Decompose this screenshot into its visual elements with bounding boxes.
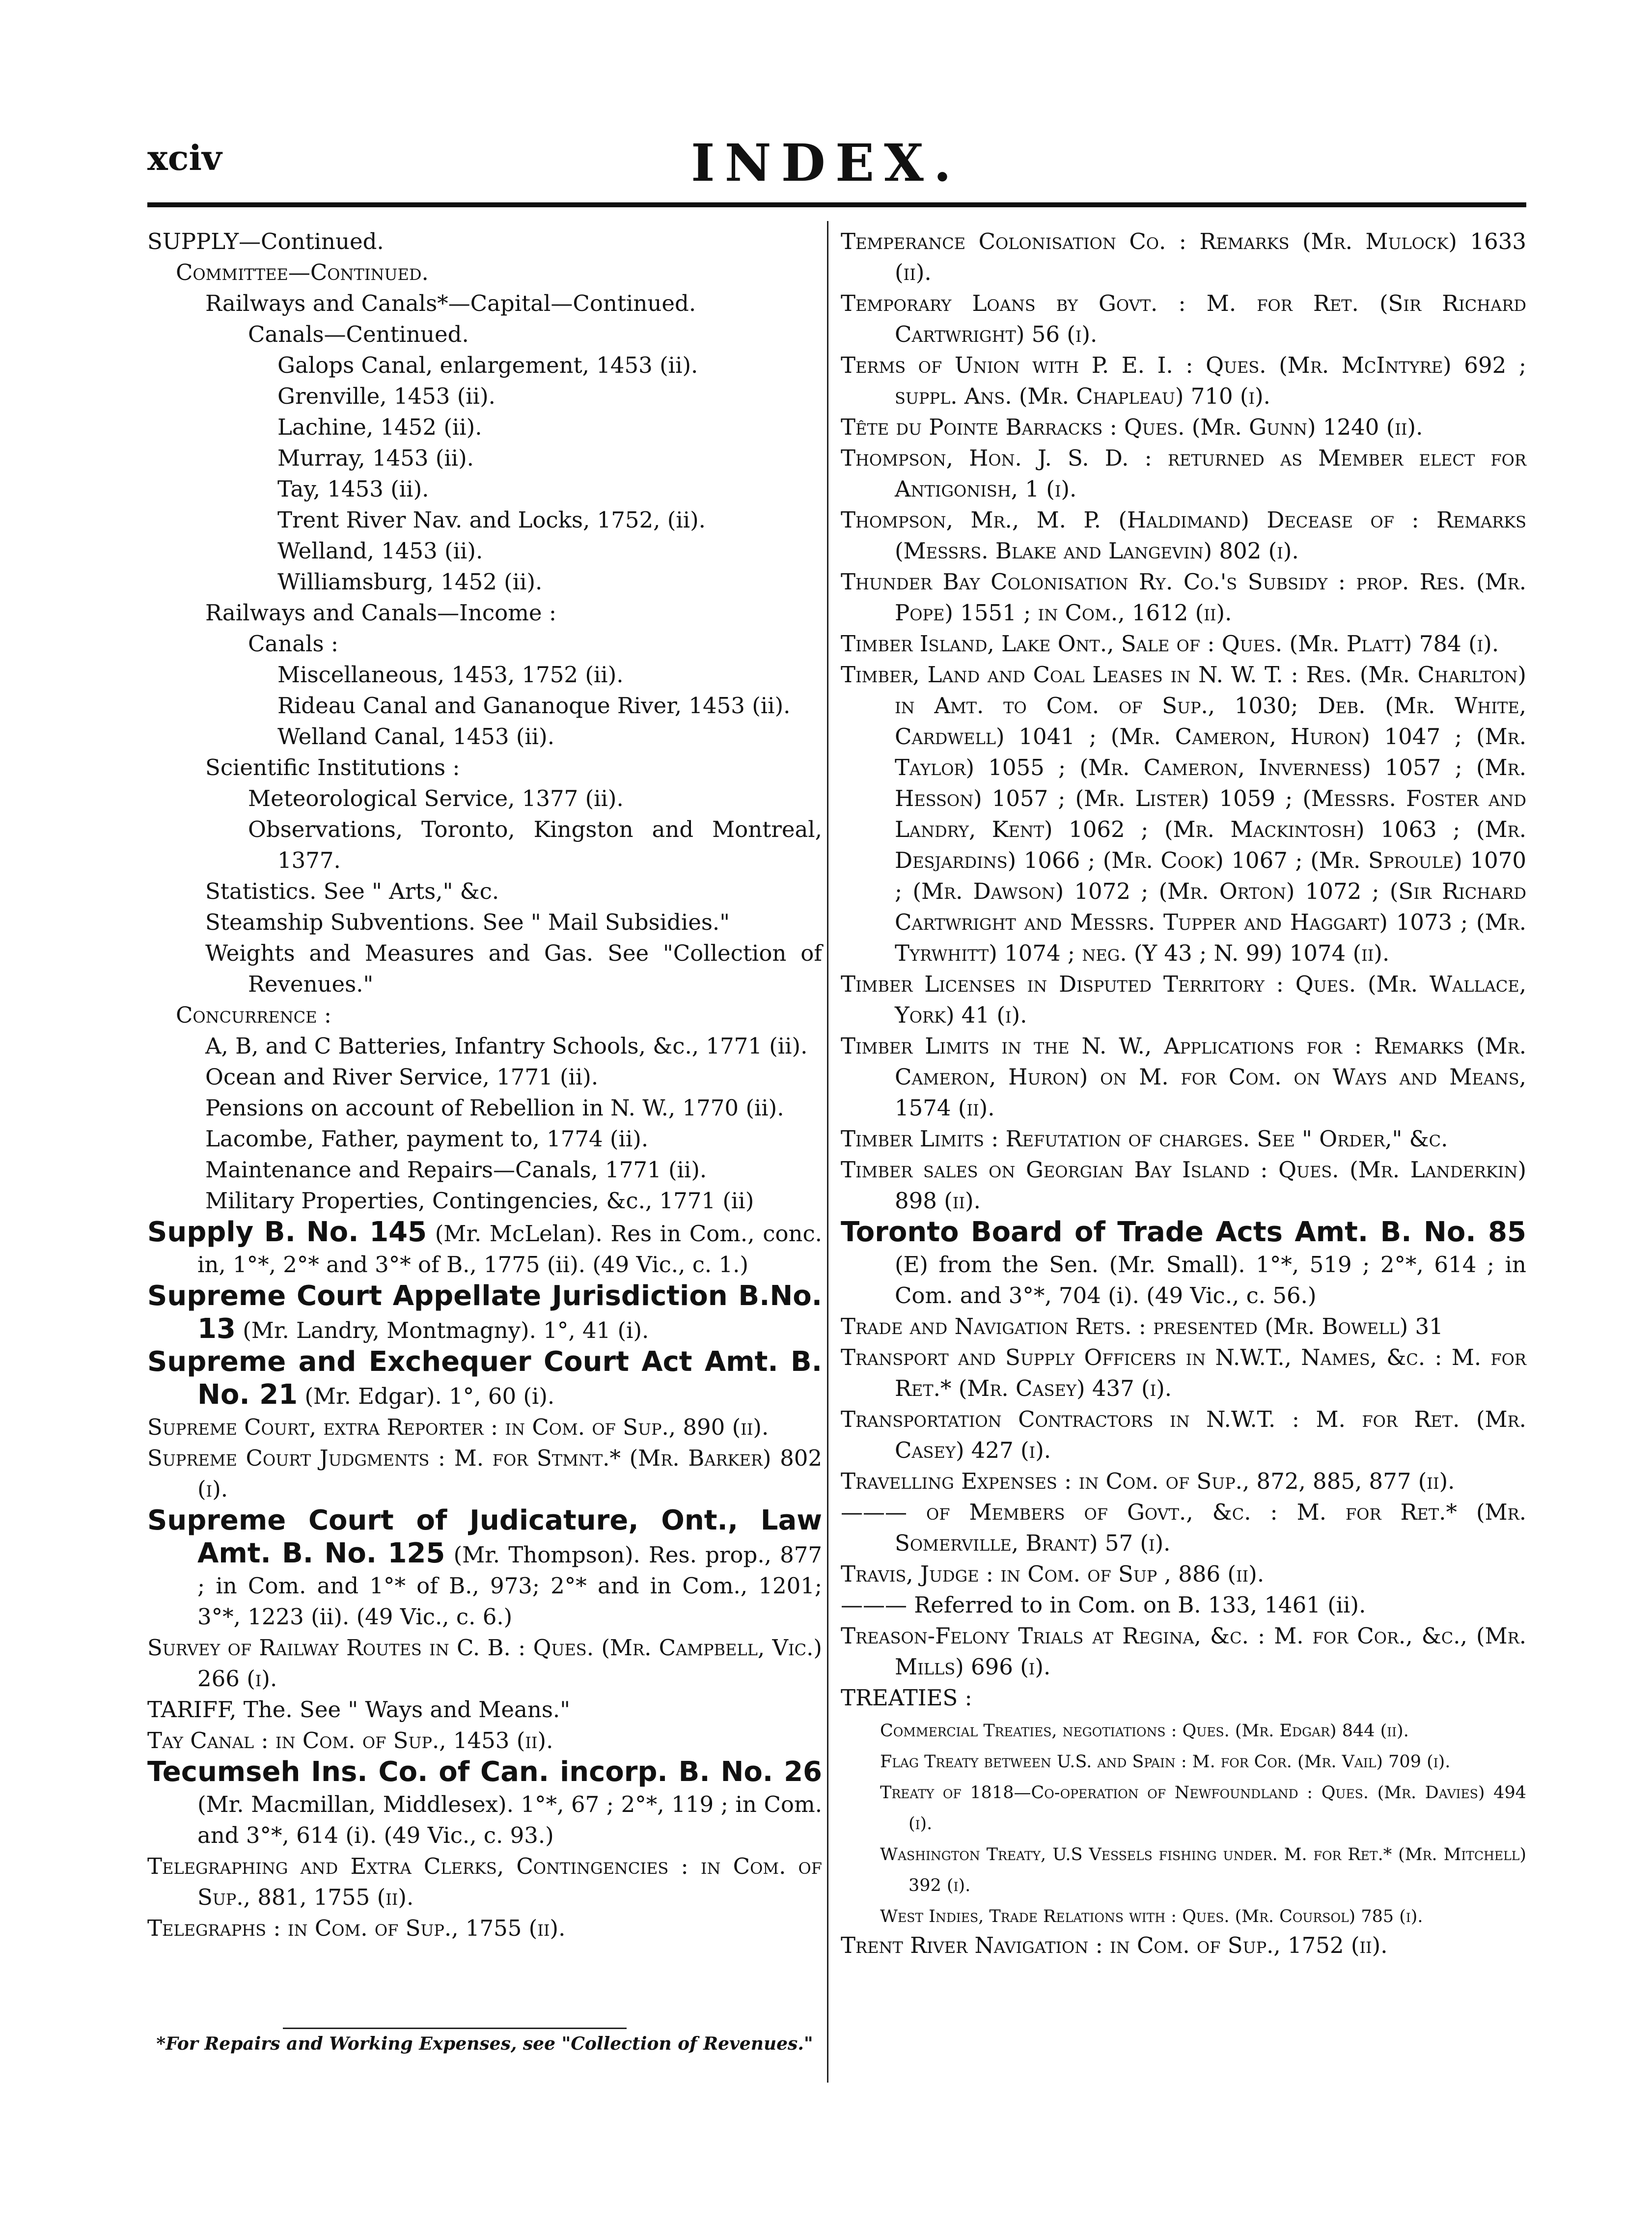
index-entry-heading: Supreme Court of Judicature, Ont., Law Amt. B. No. 125 <box>147 1504 822 1569</box>
index-entry-heading: Military Properties, Contingencies, &c., 1771 (ii) <box>205 1188 754 1214</box>
index-entry <box>147 319 822 350</box>
index-entry-heading: Steamship Subventions. See " Mail Subsidies." <box>205 909 730 935</box>
index-entry-heading: Supply B. No. 145 <box>147 1216 427 1248</box>
index-entry <box>841 1682 1526 1713</box>
index-entry <box>147 1280 822 1346</box>
index-entry <box>841 659 1526 969</box>
index-entry-detail: (Mr. Thompson). Res. prop., 877 ; in Com. and 1°* of B., 973; 2°* and in Com., 1201; 3°*, 1223 (ii). (49 Vic., c. 6.) <box>197 1542 823 1630</box>
index-entry-heading: Timber Island, Lake Ont., Sale of : Ques. (Mr. Platt) 784 (i). <box>841 631 1499 657</box>
index-entry-heading: Tay Canal : in Com. of Sup., 1453 (ii). <box>147 1727 553 1754</box>
index-entry <box>147 1504 822 1632</box>
index-entry-detail: (Mr. Landry, Montmagny). 1°, 41 (i). <box>235 1317 649 1343</box>
index-entry-detail: (Mr. McLelan). Res in Com., conc. in, 1°*, 2°* and 3°* of B., 1775 (ii). (49 Vic., c. 1.) <box>197 1221 822 1278</box>
index-entry <box>841 1775 1526 1837</box>
index-entry <box>841 1342 1526 1404</box>
index-entry <box>147 876 822 907</box>
index-entry <box>841 1466 1526 1497</box>
index-entry-heading: Statistics. See " Arts," &c. <box>205 878 499 904</box>
index-entry-heading: Welland Canal, 1453 (ii). <box>277 724 555 750</box>
index-entry <box>841 412 1526 443</box>
index-entry <box>841 350 1526 412</box>
index-entry-heading: Welland, 1453 (ii). <box>277 538 483 564</box>
index-entry <box>841 1030 1526 1123</box>
index-entry-heading: Commercial Treaties, negotiations : Ques. (Mr. Edgar) 844 (ii). <box>880 1721 1409 1741</box>
index-entry-heading: Timber sales on Georgian Bay Island : Ques. (Mr. Landerkin) 898 (ii). <box>841 1157 1526 1214</box>
index-entry-detail: (Mr. Macmillan, Middlesex). 1°*, 67 ; 2°*, 119 ; in Com. and 3°*, 614 (i). (49 Vic., c. 93.) <box>197 1791 822 1848</box>
index-entry-heading: Supreme Court, extra Reporter : in Com. of Sup., 890 (ii). <box>147 1414 769 1440</box>
index-entry <box>147 535 822 566</box>
index-entry <box>841 288 1526 350</box>
index-entry-heading: Telegraphs : in Com. of Sup., 1755 (ii). <box>147 1915 566 1941</box>
index-entry-heading: SUPPLY—Continued. <box>147 228 384 254</box>
index-entry <box>841 1744 1526 1775</box>
column-divider <box>827 221 828 2083</box>
index-column-right <box>841 226 1526 1961</box>
index-entry <box>147 783 822 814</box>
index-entry <box>841 1620 1526 1682</box>
index-entry-heading: Supreme and Exchequer Court Act Amt. B. No. 21 <box>147 1346 822 1411</box>
index-entry-heading: Tête du Pointe Barracks : Ques. (Mr. Gunn) 1240 (ii). <box>841 414 1423 440</box>
index-entry-heading: Travis, Judge : in Com. of Sup , 886 (ii). <box>841 1561 1265 1587</box>
page-header <box>147 133 1505 193</box>
index-entry-heading: Canals—Centinued. <box>248 321 469 347</box>
index-entry <box>147 226 822 257</box>
index-entry <box>147 1000 822 1030</box>
index-entry-heading: Timber Limits : Refutation of charges. See " Order," &c. <box>841 1126 1448 1152</box>
index-entry <box>841 1559 1526 1589</box>
index-entry-heading: Thompson, Hon. J. S. D. : returned as Member elect for Antigonish, 1 (i). <box>841 445 1526 502</box>
index-entry <box>841 1713 1526 1744</box>
index-entry <box>147 1694 822 1725</box>
index-entry <box>147 907 822 938</box>
index-entry-detail: (Mr. Edgar). 1°, 60 (i). <box>298 1383 555 1409</box>
index-entry-heading: Treaty of 1818—Co-operation of Newfoundland : Ques. (Mr. Davies) 494 (i). <box>880 1783 1526 1834</box>
index-entry <box>147 504 822 535</box>
index-entry <box>147 566 822 597</box>
index-entry <box>147 1412 822 1443</box>
page-title: INDEX. <box>690 133 962 193</box>
index-entry <box>147 443 822 473</box>
index-entry-heading: Transport and Supply Officers in N.W.T., Names, &c. : M. for Ret.* (Mr. Casey) 437 (i). <box>841 1344 1526 1401</box>
index-entry-heading: Thunder Bay Colonisation Ry. Co.'s Subsidy : prop. Res. (Mr. Pope) 1551 ; in Com., 1612 (ii). <box>841 569 1526 626</box>
index-entry <box>841 1589 1526 1620</box>
index-entry <box>147 1756 822 1851</box>
index-entry <box>147 412 822 443</box>
index-entry-heading: Weights and Measures and Gas. See "Collection of Revenues." <box>205 940 822 997</box>
index-entry-heading: Transportation Contractors in N.W.T. : M. for Ret. (Mr. Casey) 427 (i). <box>841 1406 1526 1463</box>
index-entry-heading: Miscellaneous, 1453, 1752 (ii). <box>277 662 624 688</box>
index-entry <box>147 690 822 721</box>
index-entry <box>147 473 822 504</box>
index-entry-heading: Temperance Colonisation Co. : Remarks (Mr. Mulock) 1633 (ii). <box>841 228 1526 285</box>
index-entry-heading: A, B, and C Batteries, Infantry Schools, &c., 1771 (ii). <box>205 1033 808 1059</box>
index-entry-heading: Timber, Land and Coal Leases in N. W. T. : Res. (Mr. Charlton) in Amt. to Com. of Sup., 1030; Deb. (Mr. White, Cardwell) 1041 ; (Mr. Cameron, Huron) 1047 ; (Mr. Taylor) 1055 ; (Mr. Cameron, Inverness) 1057 ; (Mr. Hesson) 1057 ; (Mr. Lister) 1059 ; (Messrs. Foster and Landry, Kent) 1062 ; (Mr. Mackintosh) 1063 ; (Mr. Desjardins) 1066 ; (Mr. Cook) 1067 ; (Mr. Sproule) 1070 ; (Mr. Dawson) 1072 ; (Mr. Orton) 1072 ; (Sir Richard Cartwright and Messrs. Tupper and Haggart) 1073 ; (Mr. Tyrwhitt) 1074 ; neg. (Y 43 ; N. 99) 1074 (ii). <box>841 662 1526 966</box>
index-entry <box>841 1404 1526 1466</box>
index-entry <box>147 1851 822 1913</box>
index-entry-heading: Canals : <box>248 631 339 657</box>
index-entry <box>147 1154 822 1185</box>
index-entry <box>147 659 822 690</box>
index-entry <box>841 1497 1526 1559</box>
index-entry-heading: Trent River Nav. and Locks, 1752, (ii). <box>277 507 706 533</box>
index-entry <box>147 721 822 752</box>
index-entry <box>841 1154 1526 1216</box>
index-entry <box>147 257 822 288</box>
index-entry <box>147 1123 822 1154</box>
index-entry <box>147 1185 822 1216</box>
index-entry-heading: Survey of Railway Routes in C. B. : Ques. (Mr. Campbell, Vic.) 266 (i). <box>147 1635 822 1692</box>
index-entry-heading: Grenville, 1453 (ii). <box>277 383 496 409</box>
index-entry-heading: Galops Canal, enlargement, 1453 (ii). <box>277 352 698 378</box>
index-entry <box>147 1216 822 1280</box>
index-entry <box>841 1311 1526 1342</box>
index-entry-heading: Treason-Felony Trials at Regina, &c. : M. for Cor., &c., (Mr. Mills) 696 (i). <box>841 1623 1526 1680</box>
footnote: *For Repairs and Working Expenses, see "Collection of Revenues." <box>156 2033 813 2054</box>
index-entry-heading: Meteorological Service, 1377 (ii). <box>248 785 624 811</box>
index-entry <box>841 1930 1526 1961</box>
index-entry-heading: Committee—Continued. <box>176 259 429 285</box>
index-entry <box>147 1443 822 1504</box>
index-entry-heading: TARIFF, The. See " Ways and Means." <box>147 1697 570 1723</box>
index-entry-heading: Supreme Court Appellate Jurisdiction B.No. 13 <box>147 1280 822 1345</box>
index-entry-heading: Washington Treaty, U.S Vessels fishing under. M. for Ret.* (Mr. Mitchell) 392 (i). <box>880 1845 1526 1895</box>
index-column-left <box>147 226 822 1944</box>
index-entry <box>841 443 1526 504</box>
index-entry-heading: West Indies, Trade Relations with : Ques. (Mr. Coursol) 785 (i). <box>880 1907 1423 1926</box>
index-entry-heading: Timber Limits in the N. W., Applications for : Remarks (Mr. Cameron, Huron) on M. for Com. on Ways and Means, 1574 (ii). <box>841 1033 1526 1121</box>
index-entry-heading: ——— of Members of Govt., &c. : M. for Ret.* (Mr. Somerville, Brant) 57 (i). <box>841 1499 1526 1556</box>
index-entry-heading: Terms of Union with P. E. I. : Ques. (Mr. McIntyre) 692 ; suppl. Ans. (Mr. Chapleau) 710 (i). <box>841 352 1526 409</box>
index-entry <box>147 597 822 628</box>
index-entry-heading: Scientific Institutions : <box>205 754 460 780</box>
index-entry <box>841 566 1526 628</box>
index-entry <box>841 226 1526 288</box>
index-entry-heading: ——— Referred to in Com. on B. 133, 1461 (ii). <box>841 1592 1366 1618</box>
index-entry-heading: Tay, 1453 (ii). <box>277 476 429 502</box>
index-entry-heading: Flag Treaty between U.S. and Spain : M. for Cor. (Mr. Vail) 709 (i). <box>880 1752 1451 1772</box>
index-entry <box>147 1725 822 1756</box>
index-entry <box>147 1913 822 1944</box>
index-entry <box>841 628 1526 659</box>
index-entry-heading: Lacombe, Father, payment to, 1774 (ii). <box>205 1126 649 1152</box>
index-entry-heading: Tecumseh Ins. Co. of Can. incorp. B. No. 26 <box>147 1756 822 1788</box>
index-entry-heading: Observations, Toronto, Kingston and Montreal, 1377. <box>248 816 822 873</box>
index-entry <box>841 504 1526 566</box>
index-entry-heading: Lachine, 1452 (ii). <box>277 414 482 440</box>
index-entry <box>147 814 822 876</box>
index-entry-heading: Toronto Board of Trade Acts Amt. B. No. 85 <box>841 1216 1526 1248</box>
index-entry-heading: Supreme Court Judgments : M. for Stmnt.* (Mr. Barker) 802 (i). <box>147 1445 822 1502</box>
index-entry-heading: Ocean and River Service, 1771 (ii). <box>205 1064 599 1090</box>
footnote-rule <box>283 2028 627 2029</box>
index-entry-heading: Murray, 1453 (ii). <box>277 445 474 471</box>
index-entry-heading: Thompson, Mr., M. P. (Haldimand) Decease of : Remarks (Messrs. Blake and Langevin) 802 (i). <box>841 507 1526 564</box>
index-entry <box>841 1216 1526 1311</box>
index-entry-heading: Railways and Canals—Income : <box>205 600 556 626</box>
index-entry <box>147 288 822 319</box>
index-entry-heading: Concurrence : <box>176 1002 331 1028</box>
header-rule <box>147 202 1526 207</box>
index-entry-heading: TREATIES : <box>841 1685 972 1711</box>
index-entry-heading: Travelling Expenses : in Com. of Sup., 872, 885, 877 (ii). <box>841 1468 1455 1494</box>
page-number: xciv <box>147 138 222 178</box>
index-entry <box>147 752 822 783</box>
index-entry-heading: Trade and Navigation Rets. : presented (Mr. Bowell) 31 <box>841 1313 1443 1339</box>
index-entry <box>147 381 822 412</box>
index-entry <box>841 1123 1526 1154</box>
index-entry <box>147 1346 822 1412</box>
index-entry-heading: Timber Licenses in Disputed Territory : Ques. (Mr. Wallace, York) 41 (i). <box>841 971 1526 1028</box>
index-entry <box>147 1030 822 1061</box>
index-entry-heading: Railways and Canals*—Capital—Continued. <box>205 290 696 316</box>
index-entry <box>841 969 1526 1030</box>
index-entry <box>841 1899 1526 1930</box>
index-entry-detail: (E) from the Sen. (Mr. Small). 1°*, 519 ; 2°*, 614 ; in Com. and 3°*, 704 (i). (49 Vic., c. 56.) <box>895 1252 1526 1308</box>
index-entry <box>147 628 822 659</box>
index-entry <box>147 1632 822 1694</box>
index-entry <box>147 1061 822 1092</box>
index-entry <box>147 938 822 1000</box>
index-entry <box>841 1837 1526 1899</box>
index-entry-heading: Williamsburg, 1452 (ii). <box>277 569 543 595</box>
index-entry <box>147 350 822 381</box>
index-entry-heading: Telegraphing and Extra Clerks, Contingencies : in Com. of Sup., 881, 1755 (ii). <box>147 1853 822 1910</box>
index-entry-heading: Temporary Loans by Govt. : M. for Ret. (Sir Richard Cartwright) 56 (i). <box>841 290 1526 347</box>
index-entry-heading: Trent River Navigation : in Com. of Sup., 1752 (ii). <box>841 1932 1388 1958</box>
index-entry-heading: Rideau Canal and Gananoque River, 1453 (ii). <box>277 693 791 719</box>
index-entry-heading: Pensions on account of Rebellion in N. W., 1770 (ii). <box>205 1095 784 1121</box>
index-entry <box>147 1092 822 1123</box>
index-entry-heading: Maintenance and Repairs—Canals, 1771 (ii). <box>205 1157 707 1183</box>
